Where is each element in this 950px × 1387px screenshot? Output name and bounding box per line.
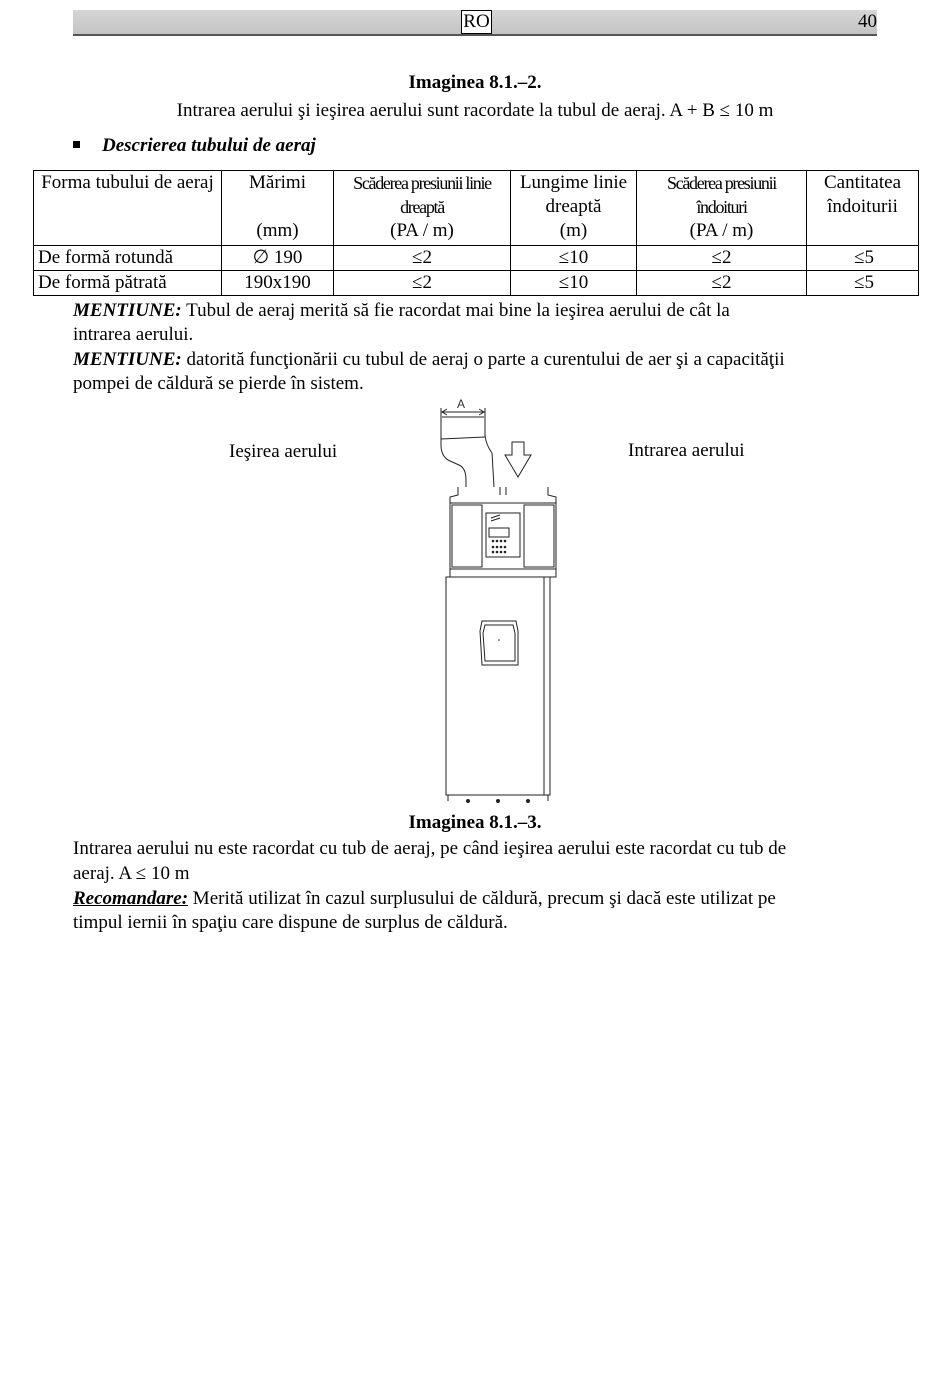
table-header-row [34, 171, 919, 246]
table-cell: ≤5 [807, 246, 919, 271]
header-bend-count: Cantitatea îndoiturii [807, 171, 919, 246]
table-cell: De formă rotundă [34, 246, 222, 271]
label-air-outlet: Ieşirea aerului [229, 441, 338, 462]
header-size: Mărimi (mm) [222, 171, 334, 246]
heat-pump-drawing [420, 395, 570, 815]
section-heading [73, 134, 316, 158]
note-1-cont: intrarea aerului. [73, 324, 194, 345]
bottom-text-line-2: aeraj. A ≤ 10 m [73, 863, 190, 884]
bottom-text-line-1: Intrarea aerului nu este racordat cu tub de aeraj, pe când ieşirea aerului este racordat cu tub de [73, 838, 787, 859]
bullet-icon [73, 141, 80, 148]
section-title: Descrierea tubului de aeraj [102, 135, 316, 156]
page-number: 40 [858, 11, 877, 32]
table-cell: ≤5 [807, 271, 919, 296]
table-cell: ∅ 190 [222, 246, 334, 271]
table-cell: ≤10 [511, 246, 637, 271]
table-cell: ≤2 [637, 271, 807, 296]
table-row [34, 246, 919, 271]
header-pressure-bends: Scăderea presiunii îndoituri (PA / m) [637, 171, 807, 246]
header-pressure-straight: Scăderea presiunii linie dreaptă (PA / m) [334, 171, 511, 246]
dimension-label: A [457, 397, 466, 411]
table-cell: ≤10 [511, 271, 637, 296]
figure-caption-bottom: Imaginea 8.1.–3. [408, 812, 542, 833]
header-shape: Forma tubului de aeraj [34, 171, 222, 246]
figure-description-top: Intrarea aerului şi ieşirea aerului sunt racordate la tubul de aeraj. A + B ≤ 10 m [176, 100, 774, 121]
figure-caption-top: Imaginea 8.1.–2. [408, 72, 542, 93]
header-length: Lungime linie dreaptă (m) [511, 171, 637, 246]
note-1: MENTIUNE: Tubul de aeraj merită să fie racordat mai bine la ieşirea aerului de cât la [73, 300, 730, 321]
table-cell: 190x190 [222, 271, 334, 296]
label-air-inlet: Intrarea aerului [628, 440, 745, 461]
air-duct-table [33, 170, 919, 296]
table-cell: ≤2 [334, 246, 511, 271]
recommendation: Recomandare: Merită utilizat în cazul surplusului de căldură, precum şi dacă este utilizat pe [73, 888, 776, 909]
table-row [34, 271, 919, 296]
language-badge: RO [461, 10, 492, 34]
note-2: MENTIUNE: datorită funcţionării cu tubul de aeraj o parte a curentului de aer şi a capacităţii [73, 349, 785, 370]
recommendation-cont: timpul iernii în spaţiu care dispune de surplus de căldură. [73, 912, 508, 933]
note-2-cont: pompei de căldură se pierde în sistem. [73, 373, 364, 394]
table-cell: ≤2 [334, 271, 511, 296]
table-cell: De formă pătrată [34, 271, 222, 296]
table-cell: ≤2 [637, 246, 807, 271]
